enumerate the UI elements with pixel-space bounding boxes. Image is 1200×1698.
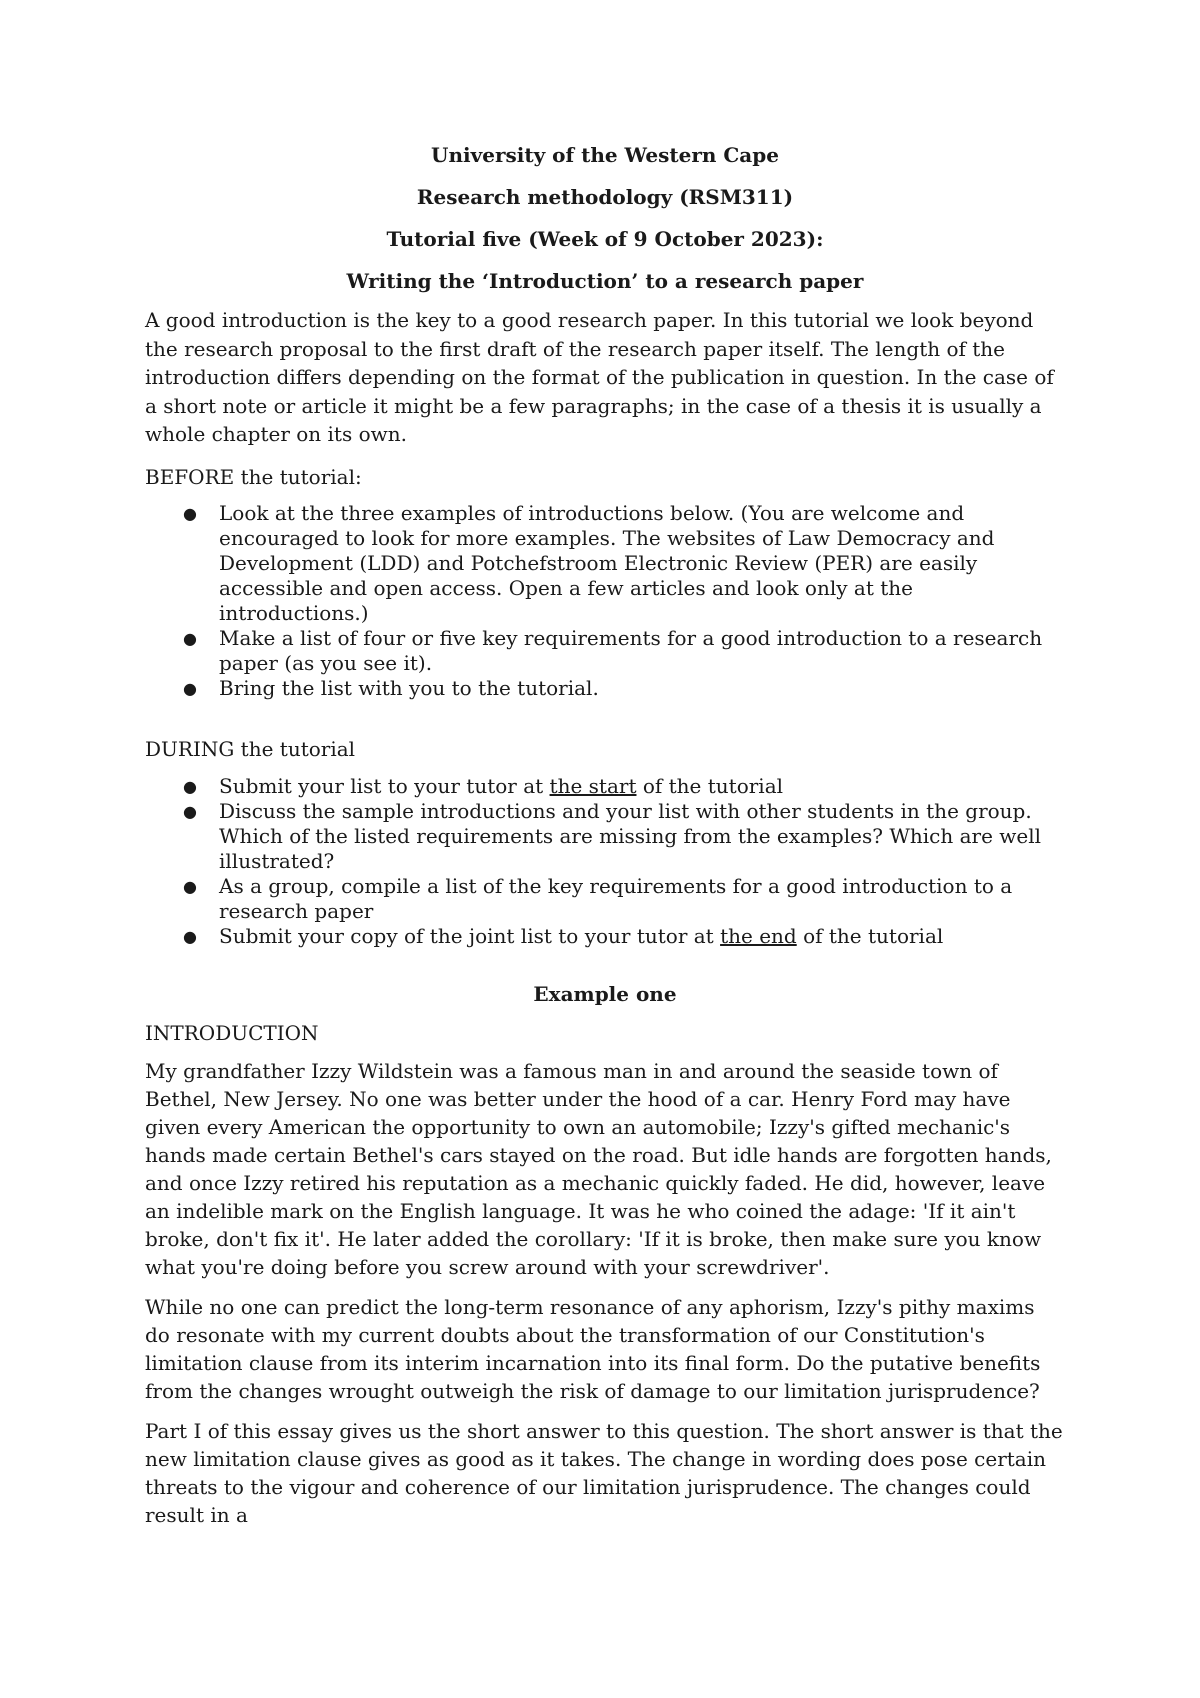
example-one-title: Example one xyxy=(533,981,677,1006)
list-item-text-post: of the tutorial xyxy=(796,923,944,948)
bullet-icon: ● xyxy=(183,776,197,796)
list-item xyxy=(145,501,1065,626)
university-title: University of the Western Cape xyxy=(431,143,779,167)
topic-title: Writing the ‘Introduction’ to a research paper xyxy=(346,269,864,293)
underlined-text: the end xyxy=(720,923,797,948)
bullet-icon: ● xyxy=(183,876,197,896)
during-label: DURING the tutorial xyxy=(145,737,356,761)
before-list xyxy=(145,501,1065,701)
list-item-text-post: of the tutorial xyxy=(636,773,784,798)
intro-paragraph: A good introduction is the key to a good research paper. In this tutorial we look beyond the research proposal to the first draft of the research paper itself. The length of the introduction differs depending on the format of the publication in question. In the case of a short note or article it might be a few paragraphs; in the case of a thesis it is usually a whole chapter on its own. xyxy=(145,308,1054,446)
bullet-icon: ● xyxy=(183,629,197,648)
list-item-text-pre: Submit your copy of the joint list to your tutor at xyxy=(219,923,721,948)
bullet-icon: ● xyxy=(183,679,197,698)
during-list xyxy=(145,774,1065,949)
example-paragraph: While no one can predict the long-term resonance of any aphorism, Izzy's pithy maxims do resonate with my current doubts about the transformation of our Constitution's limitation clause from its interim incarnation into its final form. Do the putative benefits from the changes wrought outweigh the risk of damage to our limitation jurisprudence? xyxy=(145,1295,1041,1403)
list-item-text: Look at the three examples of introductions below. (You are welcome and encouraged to look for more examples. The websites of Law Democracy and Development (LDD) and Potchefstroom Electronic Review (PER) are easily accessible and open access. Open a few articles and look only at the introductions.) xyxy=(219,501,995,625)
bullet-icon: ● xyxy=(183,926,197,946)
tutorial-title: Tutorial five (Week of 9 October 2023): xyxy=(386,227,824,251)
list-item xyxy=(145,874,1065,924)
list-item xyxy=(145,924,1065,949)
list-item xyxy=(145,774,1065,799)
list-item xyxy=(145,626,1065,676)
document-page xyxy=(145,140,1065,1541)
list-item-text: Discuss the sample introductions and your list with other students in the group. Which of the listed requirements are missing from the examples? Which are well illustrated? xyxy=(219,798,1042,873)
example-paragraph: Part I of this essay gives us the short answer to this question. The short answer is that the new limitation clause gives as good as it takes. The change in wording does pose certain threats to the vigour and coherence of our limitation jurisprudence. The changes could result in a xyxy=(145,1419,1063,1527)
before-label: BEFORE the tutorial: xyxy=(145,464,362,489)
list-item-text: Make a list of four or five key requirements for a good introduction to a research paper (as you see it). xyxy=(219,626,1043,675)
list-item xyxy=(145,799,1065,874)
list-item xyxy=(145,676,1065,701)
course-title: Research methodology (RSM311) xyxy=(416,185,794,209)
bullet-icon: ● xyxy=(183,504,197,523)
underlined-text: the start xyxy=(549,773,637,798)
list-item-text: Bring the list with you to the tutorial. xyxy=(219,676,599,700)
list-item-text-pre: Submit your list to your tutor at xyxy=(219,773,550,798)
example-paragraph: My grandfather Izzy Wildstein was a famous man in and around the seaside town of Bethel, New Jersey. No one was better under the hood of a car. Henry Ford may have given every American the opportunity to own an automobile; Izzy's gifted mechanic's hands made certain Bethel's cars stayed on the road. But idle hands are forgotten hands, and once Izzy retired his reputation as a mechanic quickly faded. He did, however, leave an indelible mark on the English language. It was he who coined the adage: 'If it ain't broke, don't fix it'. He later added the corollary: 'If it is broke, then make sure you know what you're doing before you screw around with your screwdriver'. xyxy=(145,1059,1052,1279)
list-item-text: As a group, compile a list of the key requirements for a good introduction to a research paper xyxy=(219,873,1013,923)
example-one-subheading: INTRODUCTION xyxy=(145,1020,319,1045)
bullet-icon: ● xyxy=(183,801,197,821)
